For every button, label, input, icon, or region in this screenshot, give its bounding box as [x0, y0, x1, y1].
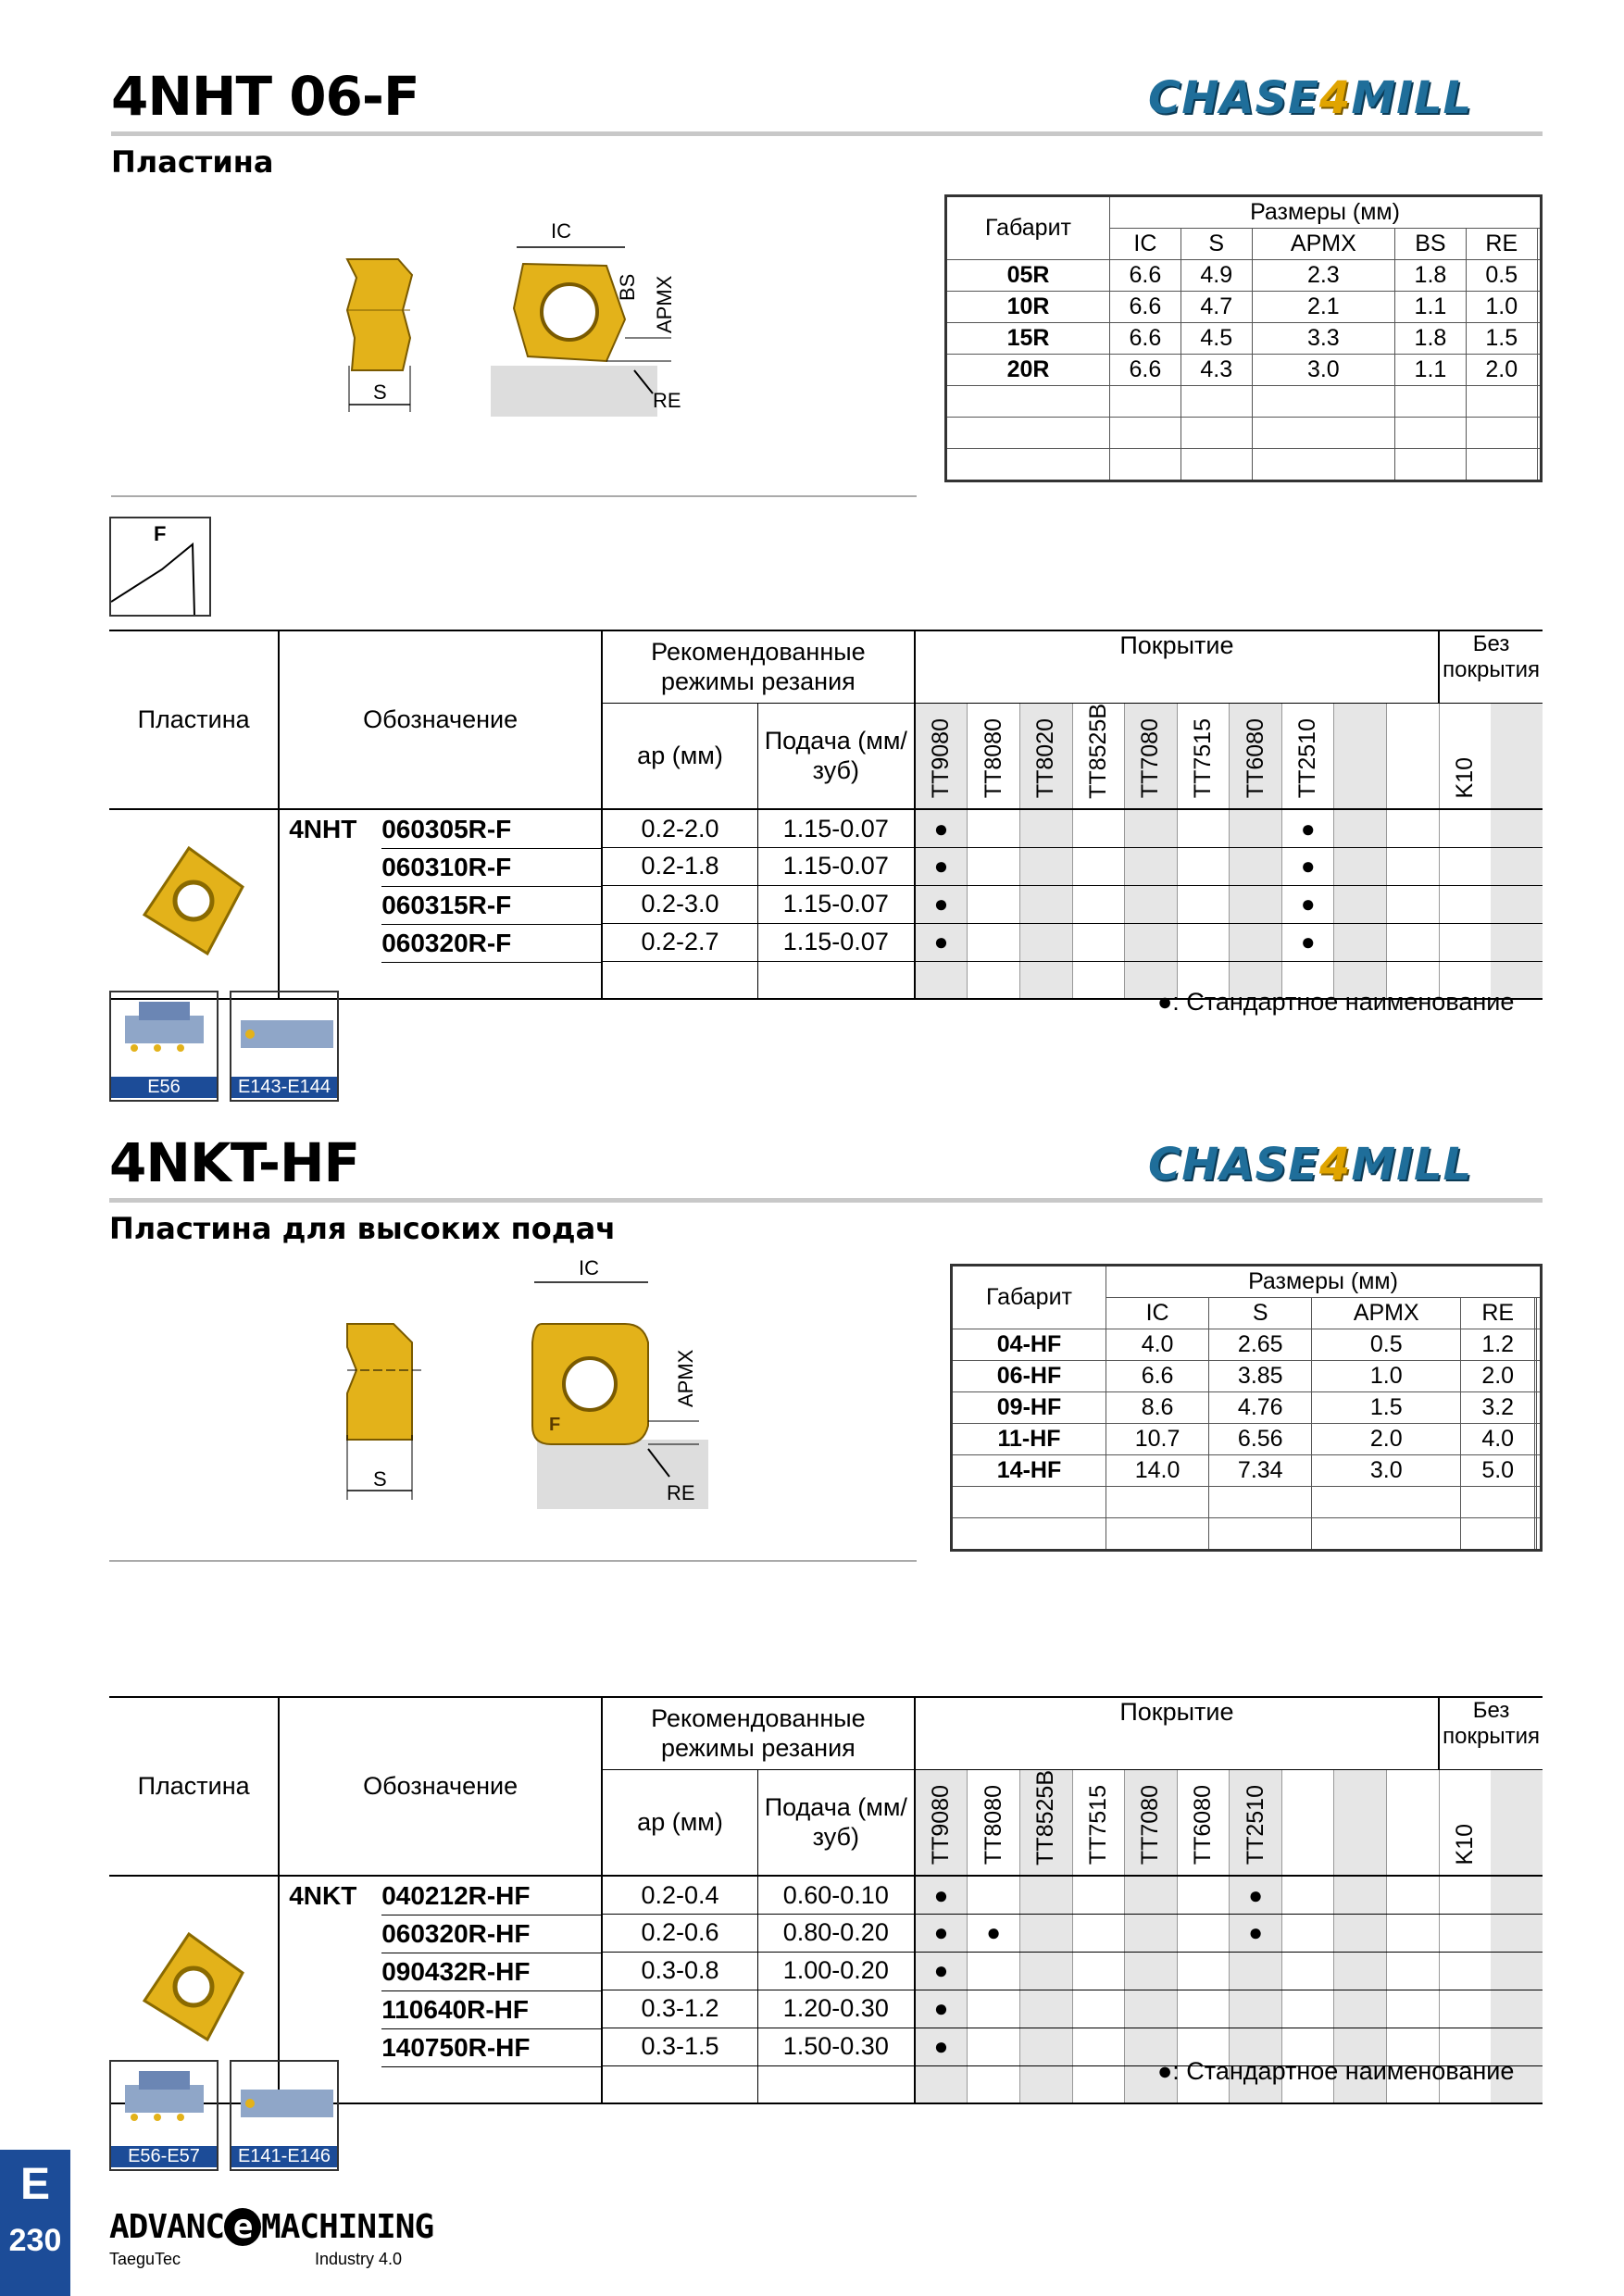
insert-top-view: [532, 1256, 708, 1509]
feed-value: 0.60-0.10: [757, 1876, 914, 1914]
standard-mark: ●: [986, 1918, 1001, 1947]
section1-subtitle: Пластина: [111, 144, 274, 180]
feed-value: 1.50-0.30: [757, 2028, 914, 2065]
standard-mark: ●: [933, 1918, 949, 1947]
dim-row: 11-HF 10.7 6.56 2.0 4.0: [952, 1424, 1542, 1455]
grade-col: TT7080: [1137, 1785, 1164, 1866]
section1-title: 4NHT 06-F: [111, 65, 419, 128]
designation-code: 060320R-HF: [381, 1915, 601, 1953]
legend-standard-2: ●: Стандартное наименование: [1157, 2057, 1515, 2085]
dims-header: Размеры (мм): [1106, 1266, 1542, 1298]
ap-value: 0.2-2.7: [602, 923, 757, 961]
table-row: [109, 809, 1543, 847]
dim-row: 20R 6.6 4.3 3.0 1.1 2.0: [946, 355, 1542, 386]
ref-label: E143-E144: [231, 1077, 337, 1098]
designation-code: 090432R-HF: [381, 1953, 601, 1990]
h-recommended: Рекомендованные режимы резания: [602, 1697, 915, 1769]
label-s: S: [373, 381, 387, 404]
dim-row: 05R 6.6 4.9 2.3 1.8 0.5: [946, 260, 1542, 292]
standard-mark: ●: [1300, 928, 1316, 956]
section1-divider: [111, 495, 917, 497]
insert-drawing-4nkt: [329, 1254, 718, 1514]
section2-title: 4NKT-HF: [109, 1131, 360, 1194]
insert-side-view: [347, 259, 412, 412]
grade-col: TT7080: [1137, 718, 1164, 799]
ap-value: 0.3-1.5: [602, 2028, 757, 2065]
standard-mark: ●: [1300, 852, 1316, 880]
h-ap: ap (мм): [602, 1769, 757, 1876]
h-designation: Обозначение: [279, 1697, 602, 1876]
chipbreaker-f-icon: F: [109, 517, 211, 617]
standard-mark: ●: [933, 814, 949, 842]
label-ic: IC: [579, 1256, 599, 1279]
h-designation: Обозначение: [279, 630, 602, 809]
grade-col: TT9080: [928, 718, 954, 799]
dim-row: 06-HF 6.6 3.85 1.0 2.0: [952, 1361, 1542, 1392]
designation-code: 060315R-F: [381, 886, 601, 924]
ref-label: E56-E57: [111, 2146, 217, 2167]
standard-mark: ●: [933, 928, 949, 956]
standard-mark: ●: [933, 890, 949, 918]
insert-side-view: [347, 1324, 421, 1500]
standard-mark: ●: [933, 1956, 949, 1985]
size-header: Габарит: [952, 1266, 1106, 1329]
grade-col: TT2510: [1294, 718, 1321, 799]
footer-brand-sub-right: Industry 4.0: [315, 2250, 403, 2268]
grade-col-k10: K10: [1451, 756, 1478, 799]
feed-value: 0.80-0.20: [757, 1914, 914, 1952]
grade-col: TT7515: [1189, 718, 1216, 799]
grade-col: TT9080: [928, 1785, 954, 1866]
section2-divider: [109, 1560, 917, 1562]
ref-tool-end-mill[interactable]: [230, 2060, 339, 2171]
grade-col: TT6080: [1189, 1785, 1216, 1866]
col-apmx: APMX: [1252, 229, 1394, 260]
feed-value: 1.15-0.07: [757, 885, 914, 923]
ap-value: 0.2-0.6: [602, 1914, 757, 1952]
designation-code: 110640R-HF: [381, 1990, 601, 2028]
table-row: [109, 1876, 1543, 1914]
h-feed: Подача (мм/зуб): [757, 703, 914, 809]
ap-value: 0.2-3.0: [602, 885, 757, 923]
grade-col: TT6080: [1242, 718, 1268, 799]
dim-row: 15R 6.6 4.5 3.3 1.8 1.5: [946, 323, 1542, 355]
h-insert: Пластина: [109, 1697, 279, 1876]
standard-mark: ●: [933, 1994, 949, 2023]
footer-brand: ADVANC e MACHINING: [109, 2208, 434, 2246]
grade-col: TT8080: [980, 1785, 1006, 1866]
ref-label: E56: [111, 1077, 217, 1098]
h-insert: Пластина: [109, 630, 279, 809]
label-apmx: APMX: [653, 275, 676, 333]
feed-value: 1.20-0.30: [757, 1990, 914, 2028]
designation-code: 060310R-F: [381, 848, 601, 886]
h-ap: ap (мм): [602, 703, 757, 809]
grade-col: TT8525B: [1032, 1769, 1059, 1866]
ap-value: 0.2-1.8: [602, 847, 757, 885]
series-prefix: 4NKT: [289, 1880, 357, 1910]
series-prefix: 4NHT: [289, 814, 357, 843]
h-coated: Покрытие: [915, 630, 1439, 703]
dims-header: Размеры (мм): [1110, 196, 1542, 229]
label-re: RE: [653, 389, 681, 412]
col-ic: IC: [1110, 229, 1181, 260]
insert-top-view: [491, 219, 681, 417]
insert-photo-icon: [133, 841, 254, 961]
grade-col: TT8080: [980, 718, 1006, 799]
feed-value: 1.15-0.07: [757, 809, 914, 847]
ap-value: 0.2-0.4: [602, 1876, 757, 1914]
standard-mark: ●: [933, 852, 949, 880]
standard-mark: ●: [1248, 1880, 1263, 1909]
dim-row: 10R 6.6 4.7 2.1 1.1 1.0: [946, 292, 1542, 323]
label-bs: BS: [616, 273, 639, 301]
insert-photo-icon: [133, 1927, 254, 2047]
page-number: 230: [8, 2223, 62, 2258]
col-s: S: [1181, 229, 1252, 260]
designation-code: 060305R-F: [381, 810, 601, 848]
ap-value: 0.2-2.0: [602, 809, 757, 847]
ref-tool-face-mill[interactable]: [109, 991, 219, 1102]
legend-standard: ●: Стандартное наименование: [1157, 988, 1515, 1016]
ref-tool-face-mill[interactable]: [109, 2060, 219, 2171]
ref-tool-end-mill[interactable]: [230, 991, 339, 1102]
col-re: RE: [1466, 229, 1537, 260]
grade-col: TT2510: [1242, 1785, 1268, 1866]
grade-col: TT7515: [1084, 1785, 1111, 1866]
brand-logo-2: CHASE4MILL: [1148, 1139, 1473, 1191]
section2-rule: [109, 1198, 1543, 1203]
dim-row: 04-HF 4.0 2.65 0.5 1.2: [952, 1329, 1542, 1361]
insert-drawing-4nht: [329, 208, 718, 421]
dim-table-4nht: [944, 194, 1543, 482]
ref-label: E141-E146: [231, 2146, 337, 2167]
section1-rule: [111, 131, 1543, 136]
grade-col: TT8525B: [1084, 703, 1111, 799]
h-uncoated: Без покрытия: [1443, 631, 1540, 682]
page-tab-letter: E: [19, 2160, 50, 2209]
label-re: RE: [667, 1481, 695, 1504]
brand-logo: CHASE4MILL: [1148, 72, 1473, 124]
standard-mark: ●: [933, 1880, 949, 1909]
ap-value: 0.3-0.8: [602, 1952, 757, 1990]
label-apmx: APMX: [674, 1349, 697, 1407]
insert-table-4nht: [109, 630, 1543, 1000]
standard-mark: ●: [933, 2032, 949, 2061]
dim-row: 09-HF 8.6 4.76 1.5 3.2: [952, 1392, 1542, 1424]
dim-row: 14-HF 14.0 7.34 3.0 5.0: [952, 1455, 1542, 1487]
designation-code: 060320R-F: [381, 924, 601, 962]
size-header: Габарит: [946, 196, 1110, 260]
feed-value: 1.15-0.07: [757, 847, 914, 885]
h-recommended: Рекомендованные режимы резания: [602, 630, 915, 703]
label-f: F: [549, 1415, 561, 1435]
section2-subtitle: Пластина для высоких подач: [109, 1211, 617, 1246]
designation-code: 140750R-HF: [381, 2028, 601, 2066]
standard-mark: ●: [1248, 1918, 1263, 1947]
h-feed: Подача (мм/зуб): [757, 1769, 914, 1876]
ap-value: 0.3-1.2: [602, 1990, 757, 2028]
grade-col: TT8020: [1032, 718, 1059, 799]
standard-mark: ●: [1300, 814, 1316, 842]
footer-brand-sub-left: TaeguTec: [109, 2250, 181, 2268]
feed-value: 1.15-0.07: [757, 923, 914, 961]
dim-table-4nkt: Габарит Размеры (мм) IC S APMX RE 04-HF 4.0 2.65 0.5 1.2 06-HF 6.6 3.85 1.0 2.0 09-HF 8.6 4.76 1.5 3.2 11-HF 10.7 6.56 2.0 4.0 14-HF 14.0 7.34 3.0 5.0: [950, 1264, 1543, 1552]
feed-value: 1.00-0.20: [757, 1952, 914, 1990]
label-s: S: [373, 1467, 387, 1491]
designation-code: 040212R-HF: [381, 1877, 601, 1915]
insert-photo: [109, 809, 279, 999]
h-uncoated: Без покрытия: [1443, 1698, 1540, 1749]
label-ic: IC: [551, 219, 571, 243]
insert-table-4nkt: [109, 1696, 1543, 2104]
col-bs: BS: [1395, 229, 1467, 260]
grade-col-k10: K10: [1451, 1823, 1478, 1866]
standard-mark: ●: [1300, 890, 1316, 918]
h-coated: Покрытие: [915, 1697, 1439, 1769]
page-tab: [0, 2150, 70, 2296]
